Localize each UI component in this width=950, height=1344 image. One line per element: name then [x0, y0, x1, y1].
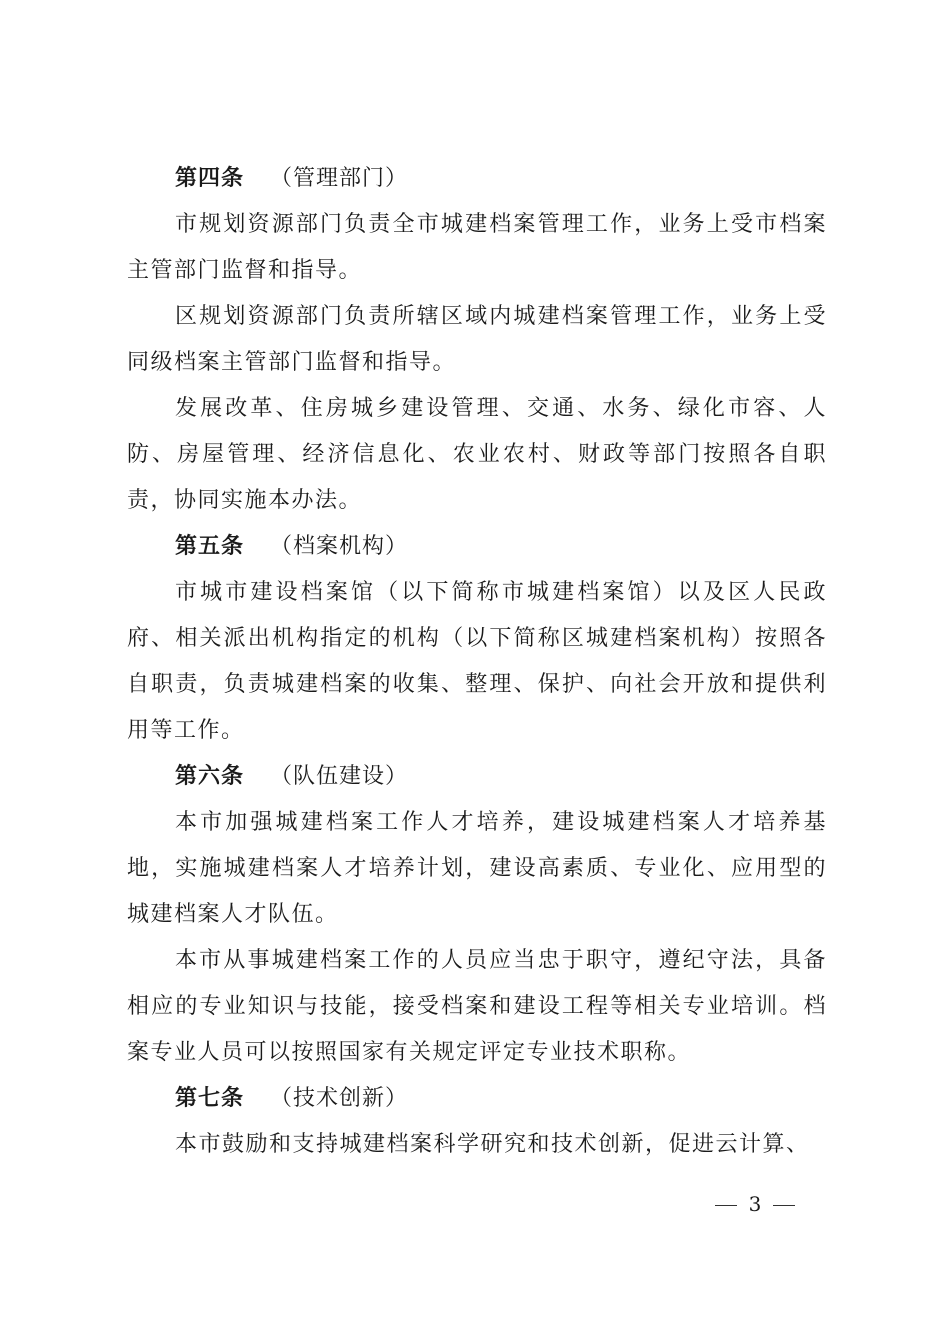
document-body [127, 156, 827, 1168]
dash-right [773, 1205, 795, 1206]
article-heading [175, 524, 827, 570]
article-heading [175, 156, 827, 202]
page-number-footer [700, 1192, 810, 1216]
article-paragraph: 本市从事城建档案工作的人员应当忠于职守，遵纪守法，具备相应的专业知识与技能，接受档案和建设工程等相关专业培训。档案专业人员可以按照国家有关规定评定专业技术职称。 [127, 948, 827, 1065]
article-paragraph: 发展改革、住房城乡建设管理、交通、水务、绿化市容、人防、房屋管理、经济信息化、农业农村、财政等部门按照各自职责，协同实施本办法。 [127, 396, 827, 513]
article-paragraph: 本市加强城建档案工作人才培养，建设城建档案人才培养基地，实施城建档案人才培养计划，建设高素质、专业化、应用型的城建档案人才队伍。 [127, 810, 827, 927]
article-paragraph: 本市鼓励和支持城建档案科学研究和技术创新，促进云计算、 [175, 1132, 810, 1157]
article-heading [175, 754, 827, 800]
page-number: 3 [748, 1192, 762, 1216]
article-paragraph: 区规划资源部门负责所辖区域内城建档案管理工作，业务上受同级档案主管部门监督和指导。 [127, 304, 827, 375]
article-number: 第七条 [175, 1086, 245, 1111]
article-title: （技术创新） [270, 1086, 409, 1111]
article-paragraph: 市城市建设档案馆（以下简称市城建档案馆）以及区人民政府、相关派出机构指定的机构（以下简称区城建档案机构）按照各自职责，负责城建档案的收集、整理、保护、向社会开放和提供利用等工作。 [127, 580, 827, 743]
article-number: 第五条 [175, 534, 245, 559]
article-title: （队伍建设） [270, 764, 409, 789]
dash-left [715, 1205, 737, 1206]
article-number: 第六条 [175, 764, 245, 789]
article-number: 第四条 [175, 166, 245, 191]
article-heading [175, 1076, 827, 1122]
article-paragraph: 市规划资源部门负责全市城建档案管理工作，业务上受市档案主管部门监督和指导。 [127, 212, 827, 283]
article-title: （管理部门） [270, 166, 409, 191]
article-title: （档案机构） [270, 534, 409, 559]
